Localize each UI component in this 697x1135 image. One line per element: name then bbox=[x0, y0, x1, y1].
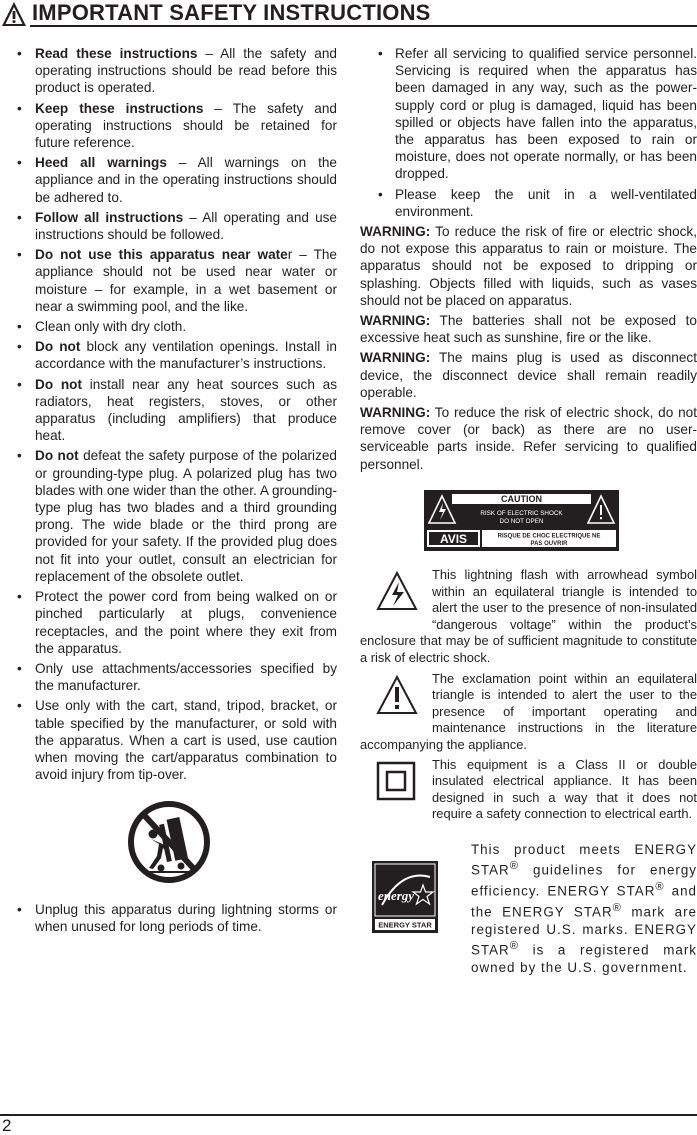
left-column bbox=[15, 45, 337, 938]
instruction-item: • Clean only with dry cloth. bbox=[17, 319, 187, 335]
footer-rule bbox=[0, 1114, 697, 1116]
instruction-item: • Protect the power cord from being walked on or pinched particularly at plugs, convenience receptacles, and the point where they exit from the apparatus. bbox=[17, 589, 337, 656]
instruction-item: • Unplug this apparatus during lightning storms or when unused for long periods of time. bbox=[17, 901, 337, 934]
warning-paragraph: WARNING: The mains plug is used as disconnect device, the disconnect device shall remain readily operable. bbox=[360, 350, 697, 400]
instruction-item: • Please keep the unit in a well-ventilated environment. bbox=[378, 186, 697, 219]
instruction-item: • Follow all instructions – All operating and use instructions should be followed. bbox=[17, 209, 337, 243]
class-ii-symbol-explanation: This equipment is a Class II or double insulated electrical appliance. It has been designed in such a way that it does not require a safety connection to electrical earth. bbox=[360, 757, 697, 823]
warning-triangle-icon bbox=[1, 1, 27, 27]
instruction-item: • Do not install near any heat sources such as radiators, heat registers, stoves, or other apparatus (including amplifiers) that produce heat. bbox=[17, 376, 337, 444]
caution-word: CAUTION bbox=[501, 493, 542, 504]
right-column bbox=[360, 45, 697, 977]
instruction-item: • Do not defeat the safety purpose of the polarized or grounding-type plug. A polarized plug has two blades with one wider than the other. A grounding-type plug has two blades and a third grounding prong. The wide blade or the third prong are provided for your safety. If the provided plug does not fit into your outlet, consult an electrician for replacement of the obsolete outlet. bbox=[17, 448, 337, 584]
warning-paragraph: WARNING: The batteries shall not be exposed to excessive heat such as sunshine, fire or the like. bbox=[360, 313, 697, 346]
caution-label bbox=[424, 490, 619, 551]
double-insulation-icon bbox=[360, 757, 426, 807]
instruction-item: • Refer all servicing to qualified service personnel. Servicing is required when the apparatus has been damaged in any way, such as the power-supply cord or plug is damaged, liquid has been spilled or objects have fallen into the apparatus, the apparatus has been exposed to rain or moisture, does not operate normally, or has been dropped. bbox=[378, 46, 697, 182]
avis-word: AVIS bbox=[439, 531, 468, 546]
page-number: 2 bbox=[2, 1116, 12, 1135]
caution-line-1: RISK OF ELECTRIC SHOCK bbox=[480, 509, 563, 517]
avis-line-1: RISQUE DE CHOC ELECTRIQUE NE bbox=[497, 533, 601, 540]
energy-star-logo-label: ENERGY STAR bbox=[378, 920, 432, 930]
cart-tipover-warning-icon bbox=[127, 800, 211, 884]
warning-paragraph: WARNING: To reduce the risk of electric shock, do not remove cover (or back) as there are no user-serviceable parts inside. Refer servicing to qualified personnel. bbox=[360, 405, 697, 472]
energy-script-word: energy bbox=[377, 887, 415, 903]
warning-paragraph: WARNING: To reduce the risk of fire or electric shock, do not expose this apparatus to rain or moisture. The apparatus should not be exposed to dripping or splashing. Objects filled with liquids, such as vases should not be placed on apparatus. bbox=[360, 224, 697, 308]
instruction-item: • Only use attachments/accessories specified by the manufacturer. bbox=[17, 660, 337, 694]
lightning-symbol-explanation: This lightning flash with arrowhead symbol within an equilateral triangle is intended to alert the user to the presence of non-insulated “dangerous voltage” within the product’s enclosure that may be of sufficient magnitude to constitute a risk of electric shock. bbox=[360, 567, 697, 666]
caution-line-2: DO NOT OPEN bbox=[499, 517, 544, 525]
page-title: IMPORTANT SAFETY INSTRUCTIONS bbox=[32, 0, 431, 25]
page-header bbox=[0, 0, 697, 30]
instruction-item: • Heed all warnings – All warnings on the appliance and in the operating instructions should be adhered to. bbox=[17, 155, 337, 205]
exclamation-symbol-explanation: The exclamation point within an equilateral triangle is intended to alert the user to the presence of important operating and maintenance instructions in the literature accompanying the appliance. bbox=[360, 670, 697, 753]
exclamation-triangle-icon bbox=[360, 671, 426, 721]
lightning-triangle-icon bbox=[360, 567, 426, 617]
instruction-item: • Do not block any ventilation openings. Install in accordance with the manufacturer’s instructions. bbox=[17, 339, 337, 372]
instruction-item: • Read these instructions – All the safety and operating instructions should be read before this product is operated. bbox=[17, 46, 337, 96]
avis-line-2: PAS OUVRIR bbox=[530, 540, 568, 547]
instruction-item: • Use only with the cart, stand, tripod, bracket, or table specified by the manufacturer, or sold with the apparatus. When a cart is used, use caution when moving the cart/apparatus combination to avoid injury from tip-over. bbox=[17, 698, 337, 783]
instruction-item: • Do not use this apparatus near water – The appliance should not be used near water or moisture – for example, in a wet basement or near a swimming pool, and the like. bbox=[17, 247, 337, 314]
instruction-item: • Keep these instructions – The safety and operating instructions should be retained for future reference. bbox=[17, 100, 337, 151]
energy-star-statement bbox=[360, 841, 697, 977]
energy-star-text: This product meets ENERGY STAR® guidelines for energy efficiency. ENERGY STAR® and the ENERGY STAR® mark are registered U.S. marks. ENERGY STAR® is a registered mark owned by the U.S. government. bbox=[471, 841, 697, 976]
header-rule bbox=[30, 25, 697, 27]
energy-star-logo bbox=[372, 861, 438, 933]
